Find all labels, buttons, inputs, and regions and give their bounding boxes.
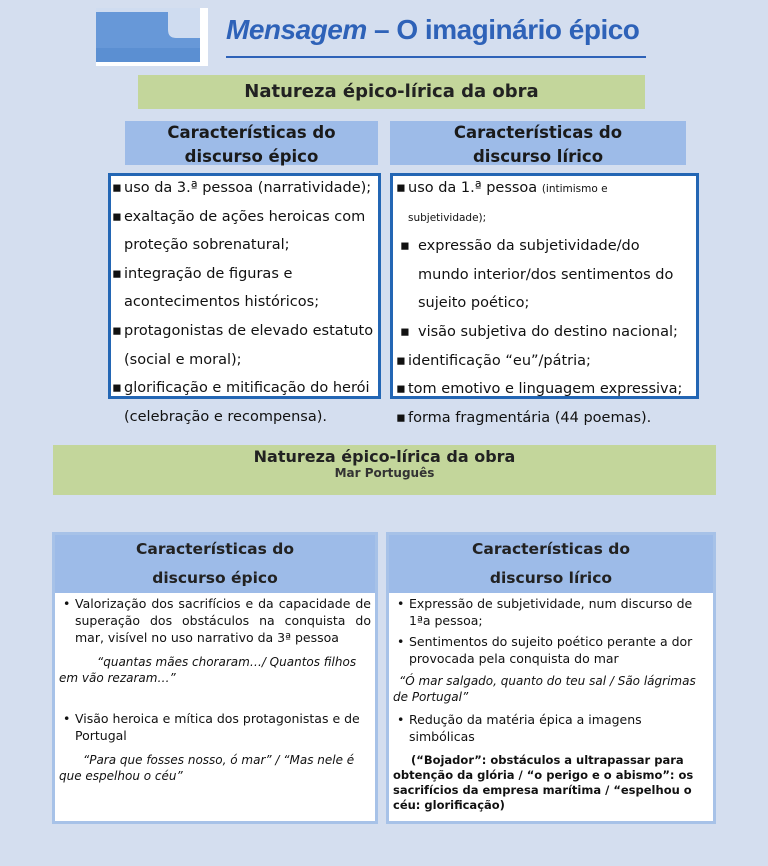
list-item-note: (intimismo e <box>541 183 608 195</box>
list-item <box>393 595 709 629</box>
section2-epico-heading <box>55 535 375 593</box>
list-item <box>112 203 392 232</box>
section2-lirico-body <box>393 595 709 813</box>
list-item <box>393 711 709 745</box>
list-item-text: uso da 1.ª pessoa <box>408 180 542 196</box>
bullet: • <box>397 712 405 727</box>
title-dash: – <box>366 14 397 45</box>
heading-line: discurso épico <box>184 147 319 166</box>
section1-lirico-list <box>396 174 706 432</box>
list-item <box>112 288 392 317</box>
bullet: ▪ <box>396 381 406 398</box>
bullet: ▪ <box>396 409 406 426</box>
list-item-text: tom emotivo e linguagem expressiva; <box>408 381 683 398</box>
section1-band-title: Natureza épico-lírica da obra <box>244 81 539 102</box>
list-item <box>396 404 706 433</box>
heading-line: Características do <box>167 123 336 142</box>
list-item <box>112 403 392 432</box>
list-item-text: Visão heroica e mítica dos protagonistas e de Portugal <box>75 711 360 743</box>
title-underline <box>226 56 646 58</box>
list-item <box>396 232 706 261</box>
list-item-text: identificação “eu”/pátria; <box>408 352 591 369</box>
section2-epico-panel <box>52 532 378 824</box>
heading-line: Características do <box>472 540 630 558</box>
bullet: • <box>63 711 71 726</box>
bullet: ▪ <box>400 323 410 340</box>
list-item <box>112 374 392 403</box>
heading-line: Características do <box>136 540 294 558</box>
list-item-text: protagonistas de elevado estatuto <box>124 322 374 339</box>
section1-lirico-heading <box>390 121 686 165</box>
list-item <box>396 174 706 204</box>
list-item-text: proteção sobrenatural; <box>124 237 290 254</box>
bullet: ▪ <box>112 322 122 339</box>
section2-band <box>53 445 716 495</box>
bullet: • <box>397 596 405 611</box>
title-part2: O imaginário épico <box>396 14 640 45</box>
list-item-continuation: mundo interior/dos sentimentos do <box>418 266 674 283</box>
list-item-text: integração de figuras e <box>124 265 293 282</box>
page-title <box>226 14 646 46</box>
heading-line: discurso lírico <box>472 147 604 166</box>
quote: “quantas mães choraram…/ Quantos filhos em vão rezaram…” <box>59 655 357 685</box>
list-item-continuation: subjetividade); <box>408 211 487 224</box>
bullet: • <box>397 634 405 649</box>
section2-lirico-heading <box>389 535 713 593</box>
section1-epico-list <box>112 174 392 431</box>
list-item <box>112 260 392 289</box>
list-item-text: Redução da matéria épica a imagens simbólicas <box>409 712 642 744</box>
list-item <box>112 174 392 203</box>
list-item <box>112 317 392 346</box>
heading-line: Características do <box>453 123 623 142</box>
section2-band-title: Natureza épico-lírica da obra <box>253 447 516 466</box>
list-item <box>112 231 392 260</box>
section1-epico-heading <box>125 121 378 165</box>
list-item-text: visão subjetiva do destino nacional; <box>418 323 678 340</box>
heading-line: discurso lírico <box>489 569 613 587</box>
list-item-text: (celebração e recompensa). <box>124 408 327 425</box>
list-item <box>396 347 706 376</box>
quote: (“Bojador”: obstáculos a ultrapassar para obtenção da glória / “o perigo e o abismo”: os sacrifícios da empresa marítima / “espelhou o céu: glorificação) <box>393 753 694 812</box>
bullet: ▪ <box>112 208 122 225</box>
bullet: ▪ <box>112 180 122 196</box>
list-item-text: Valorização dos sacrifícios e da capacidade de superação dos obstáculos na conquista do mar, visível no uso narrativo da 3ª pessoa <box>75 596 371 645</box>
list-item-text: uso da 3.ª pessoa (narratividade); <box>124 180 372 196</box>
bullet: ▪ <box>396 352 406 369</box>
section2-epico-body <box>59 595 371 784</box>
list-item-text: expressão da subjetividade/do <box>418 238 640 255</box>
bullet: ▪ <box>400 238 410 255</box>
list-item <box>59 595 371 646</box>
list-item-continuation: sujeito poético; <box>418 295 530 312</box>
heading-line: discurso épico <box>152 569 278 587</box>
list-item <box>396 318 706 347</box>
bullet: ▪ <box>396 180 406 196</box>
list-item-text: acontecimentos históricos; <box>124 294 320 311</box>
list-item-text: Sentimentos do sujeito poético perante a dor provocada pela conquista do mar <box>409 634 693 666</box>
list-item-text: glorificação e mitificação do herói <box>124 380 370 397</box>
bullet: • <box>63 596 71 611</box>
bullet: ▪ <box>112 380 122 397</box>
list-item-text: exaltação de ações heroicas com <box>124 208 366 225</box>
list-item-text: Expressão de subjetividade, num discurso de 1ªa pessoa; <box>409 596 693 628</box>
section1-band <box>138 75 645 109</box>
quote: “Para que fosses nosso, ó mar” / “Mas nele é que espelhou o céu” <box>59 753 355 783</box>
list-item <box>396 375 706 404</box>
section2-band-subtitle: Mar Português <box>334 466 435 480</box>
list-item-text: forma fragmentária (44 poemas). <box>408 409 652 426</box>
title-part1: Mensagem <box>226 14 367 45</box>
list-item <box>59 710 371 744</box>
logo-icon <box>96 8 208 66</box>
quote: “Ó mar salgado, quanto do teu sal / São lágrimas de Portugal” <box>393 674 696 704</box>
bullet: ▪ <box>112 265 122 282</box>
list-item <box>393 633 709 667</box>
list-item <box>112 346 392 375</box>
list-item-text: (social e moral); <box>124 351 242 368</box>
section2-lirico-panel <box>386 532 716 824</box>
